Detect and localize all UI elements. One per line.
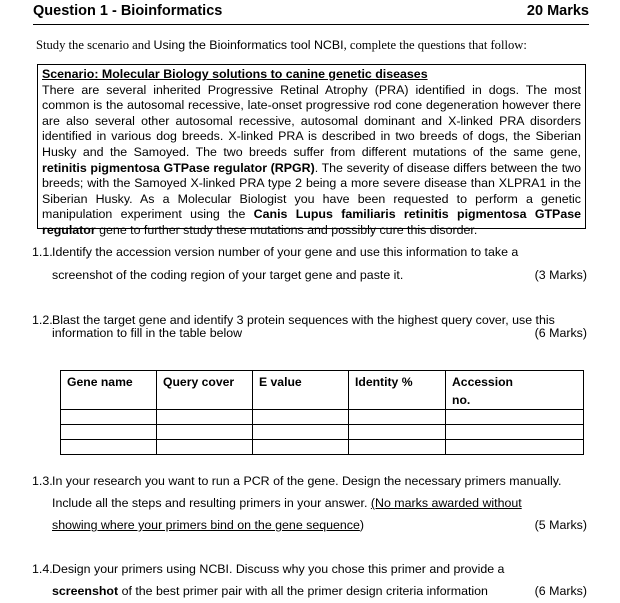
q3-line3 <box>52 518 364 532</box>
blast-results-table <box>60 370 584 455</box>
q4-number: 1.4. <box>32 562 53 576</box>
table-cell[interactable] <box>349 440 446 455</box>
table-cell[interactable] <box>157 425 253 440</box>
q4-line2 <box>52 584 488 598</box>
table-cell[interactable] <box>253 425 349 440</box>
table-cell[interactable] <box>157 440 253 455</box>
q1-number: 1.1. <box>32 245 53 259</box>
scenario-heading: Scenario: Molecular Biology solutions to canine genetic diseases <box>42 67 428 81</box>
question-title: Question 1 - Bioinformatics <box>33 3 223 19</box>
q1-line2: screenshot of the coding region of your target gene and paste it. <box>52 268 404 282</box>
table-cell[interactable] <box>253 410 349 425</box>
table-cell[interactable] <box>61 425 157 440</box>
q3-line3-note: showing where your primers bind on the gene sequence <box>52 518 360 532</box>
col-e-value: E value <box>253 371 349 410</box>
col-query-cover: Query cover <box>157 371 253 410</box>
q1-line1: Identify the accession version number of your gene and use this information to take a <box>52 245 519 259</box>
table-cell[interactable] <box>61 410 157 425</box>
scenario-box <box>37 64 586 237</box>
q4-marks: (6 Marks) <box>534 584 587 598</box>
col-accession: Accession no. <box>446 371 584 410</box>
table-cell[interactable] <box>61 440 157 455</box>
total-marks: 20 Marks <box>526 3 589 19</box>
table-cell[interactable] <box>253 440 349 455</box>
table-cell[interactable] <box>446 425 584 440</box>
table-cell[interactable] <box>157 410 253 425</box>
q3-line3-close: ) <box>359 518 365 532</box>
table-cell[interactable] <box>446 410 584 425</box>
table-cell[interactable] <box>349 410 446 425</box>
scenario-text-1: There are several inherited Progressive Retinal Atrophy (PRA) identified in dogs. The most common is the autosomal recessive, late-onset progressive rod cone degeneration however there are also several other autosomal recessive, autosomal dominant and X-linked PRA disorders identified in various dog breeds. X-linked PRA is described in two breeds of dogs, the Siberian Husky and the Samoyed. The two breeds suffer from different mutations of the same gene, <box>42 82 581 159</box>
question-header <box>33 0 589 25</box>
q3-marks: (5 Marks) <box>534 518 587 532</box>
q2-line1: Blast the target gene and identify 3 protein sequences with the highest query cover, use this <box>52 313 555 327</box>
instructions-tool: Using the Bioinformatics tool NCBI <box>153 38 344 52</box>
instructions <box>36 38 527 53</box>
q2-line2: information to fill in the table below <box>52 326 243 340</box>
q4-line1: Design your primers using NCBI. Discuss why you chose this primer and provide a <box>52 562 505 576</box>
col-identity: Identity % <box>349 371 446 410</box>
q4-line2-bold: screenshot <box>52 584 119 598</box>
q2-number: 1.2. <box>32 313 53 327</box>
table-cell[interactable] <box>446 440 584 455</box>
table-row <box>61 440 584 455</box>
scenario-text-2: . The severity of disease differs between the two breeds; with the Samoyed X-linked PRA type 2 being a more severe disease than XLPRA1 in the Siberian Husky. As a Molecular Biologist you have been requested to perform a genetic manipulation experiment using the <box>42 160 581 222</box>
table-row <box>61 425 584 440</box>
instructions-part1: Study the scenario and <box>36 38 154 52</box>
table-row <box>61 410 584 425</box>
table-header-row <box>61 371 584 410</box>
q3-line2-note: (No marks awarded without <box>370 496 522 510</box>
q3-line2-text: Include all the steps and resulting primers in your answer. <box>52 496 371 510</box>
scenario-gene-name: retinitis pigmentosa GTPase regulator (RPGR) <box>42 160 315 175</box>
q4-line2-text: of the best primer pair with all the primer design criteria information <box>118 584 488 598</box>
q1-marks: (3 Marks) <box>534 268 587 282</box>
q2-marks: (6 Marks) <box>534 326 587 340</box>
q3-line2 <box>52 496 522 510</box>
table-cell[interactable] <box>349 425 446 440</box>
scenario-text-3: gene to further study these mutations and possibly cure this disorder. <box>95 222 478 237</box>
instructions-part3: , complete the questions that follow: <box>343 38 527 52</box>
col-gene-name: Gene name <box>61 371 157 410</box>
q3-number: 1.3. <box>32 474 53 488</box>
scenario-gene-full: Canis Lupus familiaris retinitis pigmentosa GTPase regulator <box>42 207 581 237</box>
q3-line1: In your research you want to run a PCR of the gene. Design the necessary primers manually. <box>52 474 562 488</box>
